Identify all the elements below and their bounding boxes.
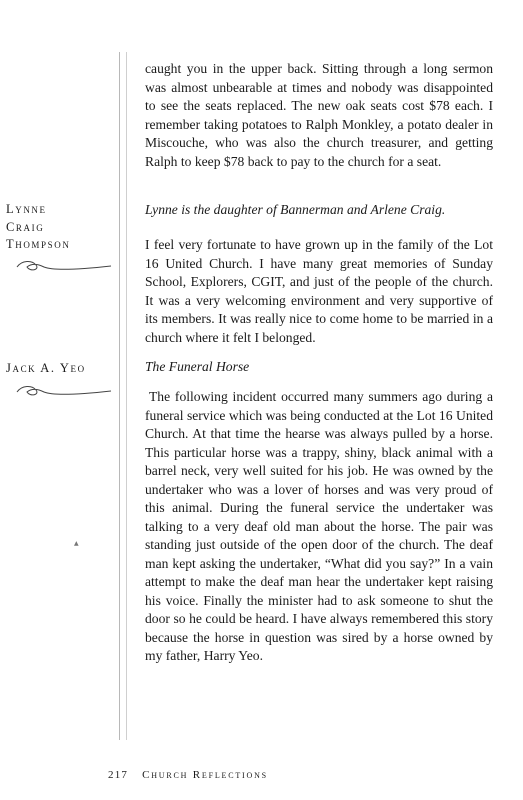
lynne-intro: Lynne is the daughter of Bannerman and Arlene Craig.	[145, 202, 446, 217]
flourish-icon	[14, 381, 114, 399]
author-jack	[6, 360, 116, 378]
continued-paragraph: caught you in the upper back. Sitting through a long sermon was almost unbearable at times and nobody was disappointed to see the seats replaced. The new oak seats cost $78 each. I remember taking potatoes to Ralph Monkley, a potato dealer in Miscouche, who was also the church treasurer, and getting Ralph to keep $78 back to pay to the church for a seat.	[145, 61, 493, 169]
page-number: 217	[108, 769, 129, 781]
flourish-icon	[14, 256, 114, 274]
column-rule	[119, 52, 127, 740]
funeral-horse-paragraph: The following incident occurred many summers ago during a funeral service which was being conducted at the Lot 16 United Church. At that time the hearse was always pulled by a horse. This particular horse was a trappy, shiny, black animal with a barrel neck, very well suited for his job. He was owned by the undertaker who was a lover of horses and was very proud of this animal. During the funeral service the undertaker was talking to a very deaf old man about the horse. The pair was standing just outside of the open door of the church. The deaf man kept asking the undertaker, “What did you say?” In a vain attempt to make the deaf man hear the undertaker kept raising his voice. Finally the minister had to ask someone to shut the door so he could be heard. I have always remembered this story because the horse in question was sired by a horse owned by my father, Harry Yeo.	[145, 389, 493, 663]
stray-mark: ▲	[74, 540, 79, 547]
running-title: Church Reflections	[142, 769, 268, 781]
funeral-horse-title: The Funeral Horse	[145, 359, 250, 374]
page-footer	[108, 769, 268, 781]
author-lynne-line3: Thompson	[6, 237, 71, 251]
author-lynne-line2: Craig	[6, 219, 45, 234]
author-lynne	[6, 201, 116, 254]
author-lynne-line1: Lynne	[6, 202, 47, 216]
lynne-paragraph: I feel very fortunate to have grown up in the family of the Lot 16 United Church. I have many great memories of Sunday School, Explorers, CGIT, and just of the people of the church. It was a very welcoming environment and very supportive of its members. It was really nice to come home to be married in a church where it felt I belonged.	[145, 237, 493, 345]
author-jack-line1: Jack A. Yeo	[6, 361, 86, 375]
